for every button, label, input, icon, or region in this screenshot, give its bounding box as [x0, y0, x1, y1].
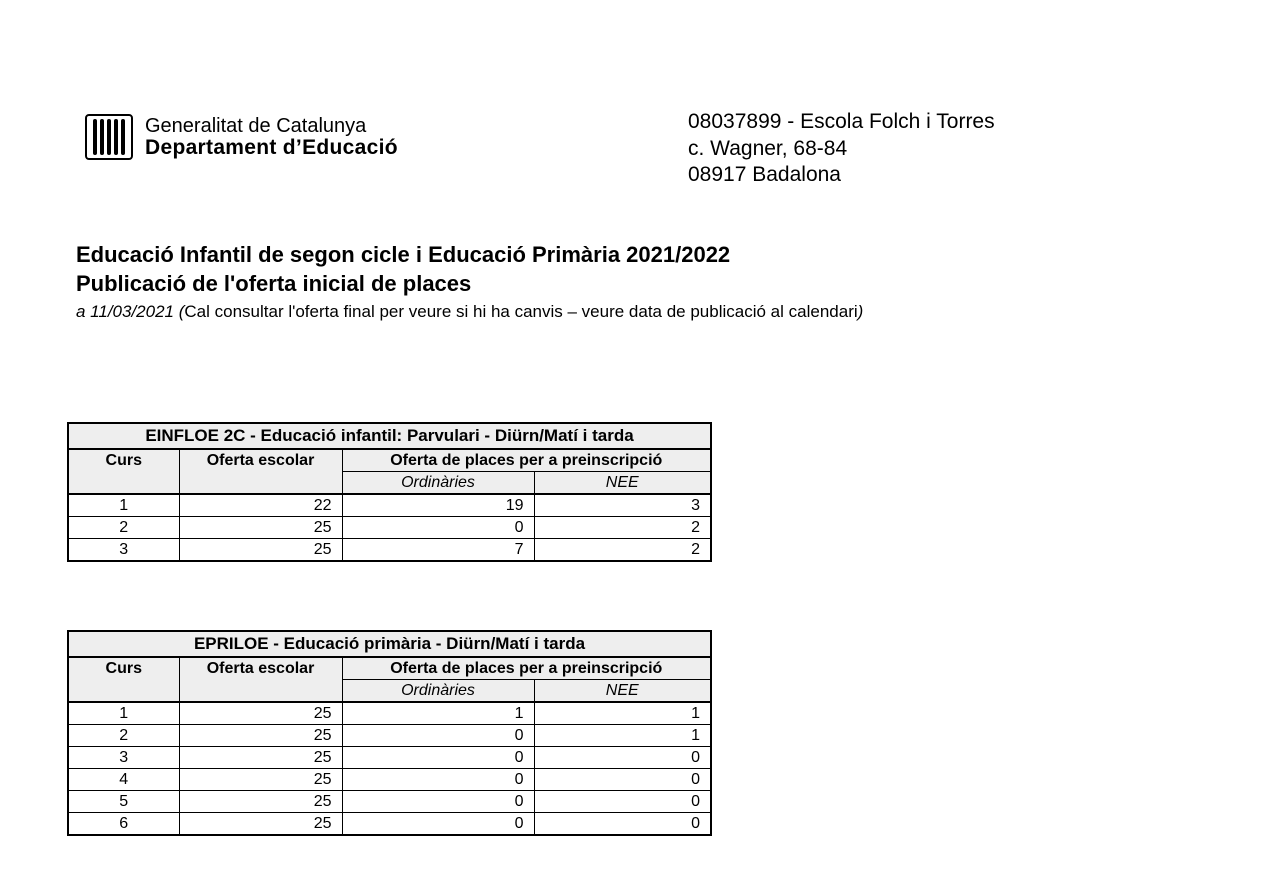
- col-header-oferta-escolar: Oferta escolar: [179, 449, 342, 494]
- table-title: EPRILOE - Educació primària - Diürn/Matí i tarda: [68, 631, 711, 657]
- cell-nee: 2: [534, 517, 711, 539]
- cell-ordinaries: 0: [342, 747, 534, 769]
- cell-nee: 0: [534, 813, 711, 836]
- cell-nee: 0: [534, 791, 711, 813]
- col-header-curs: Curs: [68, 657, 179, 702]
- cell-curs: 4: [68, 769, 179, 791]
- col-header-curs: Curs: [68, 449, 179, 494]
- cell-ordinaries: 19: [342, 494, 534, 517]
- note-text: Cal consultar l'oferta final per veure si hi ha canvis – veure data de publicació al calendari: [184, 302, 858, 321]
- cell-nee: 0: [534, 747, 711, 769]
- publication-note: [76, 300, 863, 324]
- table-row: [68, 791, 711, 813]
- col-header-ordinaries: Ordinàries: [342, 472, 534, 495]
- col-header-preinscripcio: Oferta de places per a preinscripció: [342, 657, 711, 680]
- generalitat-seal-icon: [85, 114, 133, 160]
- cell-curs: 5: [68, 791, 179, 813]
- cell-ordinaries: 7: [342, 539, 534, 562]
- table-primaria: [67, 630, 712, 836]
- cell-oferta-escolar: 22: [179, 494, 342, 517]
- generalitat-logo: [85, 114, 398, 160]
- table-row: [68, 517, 711, 539]
- cell-curs: 1: [68, 494, 179, 517]
- table-title: EINFLOE 2C - Educació infantil: Parvulari - Diürn/Matí i tarda: [68, 423, 711, 449]
- cell-nee: 0: [534, 769, 711, 791]
- cell-oferta-escolar: 25: [179, 539, 342, 562]
- cell-nee: 1: [534, 702, 711, 725]
- logo-line-1: Generalitat de Catalunya: [145, 115, 367, 137]
- cell-curs: 2: [68, 517, 179, 539]
- col-header-nee: NEE: [534, 472, 711, 495]
- title-secondary: Publicació de l'oferta inicial de places: [76, 271, 472, 296]
- table-row: [68, 702, 711, 725]
- cell-nee: 2: [534, 539, 711, 562]
- table-row: [68, 813, 711, 836]
- cell-nee: 1: [534, 725, 711, 747]
- cell-ordinaries: 1: [342, 702, 534, 725]
- cell-oferta-escolar: 25: [179, 813, 342, 836]
- cell-curs: 6: [68, 813, 179, 836]
- school-address: [688, 109, 995, 189]
- col-header-preinscripcio: Oferta de places per a preinscripció: [342, 449, 711, 472]
- title-main: Educació Infantil de segon cicle i Educació Primària 2021/2022: [76, 242, 731, 267]
- cell-ordinaries: 0: [342, 725, 534, 747]
- table-row: [68, 725, 711, 747]
- cell-ordinaries: 0: [342, 791, 534, 813]
- col-header-ordinaries: Ordinàries: [342, 680, 534, 703]
- publication-date: a 11/03/2021 (: [76, 302, 185, 321]
- note-close: ): [857, 302, 864, 321]
- table-row: [68, 494, 711, 517]
- table-infantil: [67, 422, 712, 562]
- school-code-name: 08037899 - Escola Folch i Torres: [688, 110, 995, 133]
- table-row: [68, 769, 711, 791]
- table-row: [68, 747, 711, 769]
- col-header-oferta-escolar: Oferta escolar: [179, 657, 342, 702]
- cell-curs: 3: [68, 747, 179, 769]
- table-row: [68, 539, 711, 562]
- cell-oferta-escolar: 25: [179, 747, 342, 769]
- document-titles: [76, 240, 863, 324]
- cell-ordinaries: 0: [342, 813, 534, 836]
- cell-oferta-escolar: 25: [179, 725, 342, 747]
- cell-oferta-escolar: 25: [179, 702, 342, 725]
- logo-line-2: Departament d’Educació: [145, 136, 398, 159]
- cell-ordinaries: 0: [342, 769, 534, 791]
- cell-nee: 3: [534, 494, 711, 517]
- cell-ordinaries: 0: [342, 517, 534, 539]
- cell-oferta-escolar: 25: [179, 791, 342, 813]
- cell-curs: 1: [68, 702, 179, 725]
- school-street: c. Wagner, 68-84: [688, 136, 848, 160]
- col-header-nee: NEE: [534, 680, 711, 703]
- cell-curs: 3: [68, 539, 179, 562]
- cell-curs: 2: [68, 725, 179, 747]
- cell-oferta-escolar: 25: [179, 769, 342, 791]
- school-city: 08917 Badalona: [688, 163, 841, 186]
- cell-oferta-escolar: 25: [179, 517, 342, 539]
